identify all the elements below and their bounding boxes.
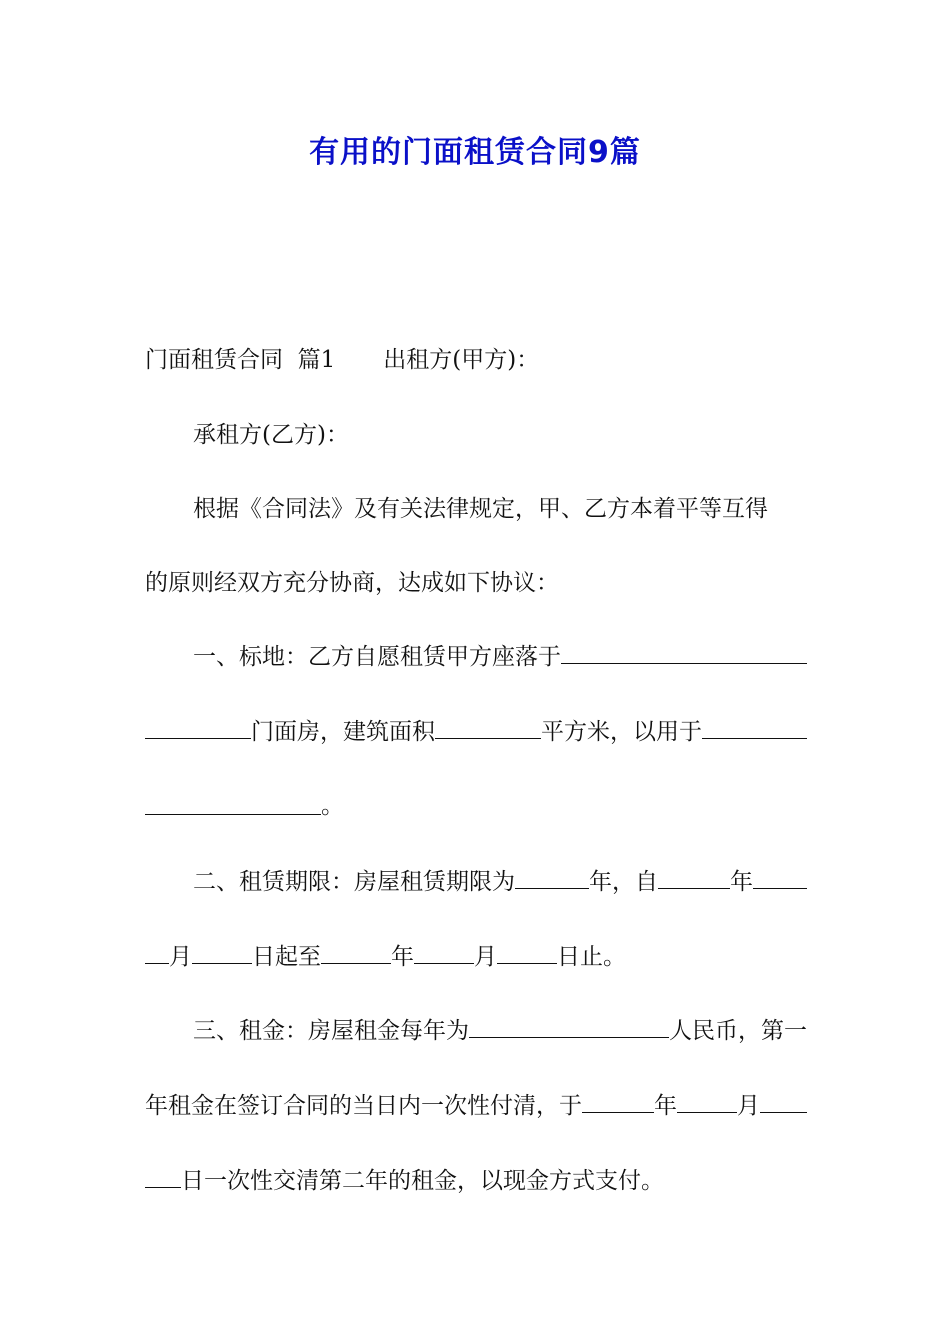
intro-line-2 <box>145 563 807 603</box>
payment-day-blank <box>760 1086 807 1113</box>
location-blank-cont <box>145 712 251 739</box>
purpose-blank-cont <box>145 788 321 815</box>
section-1-text-b: 门面房，建筑面积 <box>251 719 435 745</box>
payment-day-blank-cont <box>145 1161 181 1188</box>
section-3-text-a: 三、租金：房屋租金每年为 <box>193 1018 469 1044</box>
document-title: 有用的门面租赁合同9篇 <box>309 135 641 170</box>
start-year-blank <box>658 862 730 889</box>
rent-amount-blank <box>469 1011 669 1038</box>
intro-line-1 <box>145 489 807 529</box>
section-2-text-a: 二、租赁期限：房屋租赁期限为 <box>193 869 515 895</box>
contract-heading-label: 门面租赁合同 篇1 <box>145 347 336 373</box>
section-2-year3-label: 年 <box>391 944 414 970</box>
section-2-line-2 <box>145 937 807 977</box>
intro-text-2: 的原则经双方充分协商，达成如下协议： <box>145 570 559 596</box>
end-day-blank <box>497 937 557 964</box>
section-2-month2-label: 月 <box>474 944 497 970</box>
section-1-end: 。 <box>321 793 344 819</box>
section-3-line-3 <box>145 1161 807 1201</box>
start-month-blank <box>753 862 807 889</box>
section-2-month-label: 月 <box>169 944 192 970</box>
section-2-line-1 <box>145 862 807 902</box>
end-month-blank <box>414 937 474 964</box>
lessee-line <box>145 415 807 455</box>
section-3-month-label: 月 <box>737 1093 760 1119</box>
section-3-text-d: 日一次性交清第二年的租金，以现金方式支付。 <box>181 1168 664 1194</box>
purpose-blank <box>702 712 807 739</box>
section-3-year-label: 年 <box>654 1093 677 1119</box>
area-blank <box>435 712 541 739</box>
section-1-text-a: 一、标地：乙方自愿租赁甲方座落于 <box>193 644 561 670</box>
section-1-line-1 <box>145 637 807 677</box>
payment-year-blank <box>582 1086 654 1113</box>
lessor-label: 出租方(甲方)： <box>383 347 540 373</box>
section-3-line-1 <box>145 1011 807 1051</box>
payment-month-blank <box>677 1086 737 1113</box>
section-1-text-c: 平方米，以用于 <box>541 719 702 745</box>
start-month-blank-cont <box>145 937 169 964</box>
term-years-blank <box>515 862 589 889</box>
section-2-day-end-label: 日止。 <box>557 944 626 970</box>
location-blank <box>561 637 807 664</box>
section-2-year-label: 年，自 <box>589 869 658 895</box>
section-3-line-2 <box>145 1086 807 1126</box>
section-1-line-3 <box>145 786 807 826</box>
section-1-line-2 <box>145 712 807 752</box>
contract-heading-line <box>145 340 807 380</box>
intro-text-1: 根据《合同法》及有关法律规定，甲、乙方本着平等互得 <box>193 496 768 522</box>
section-2-day-from-label: 日起至 <box>252 944 321 970</box>
end-year-blank <box>321 937 391 964</box>
start-day-blank <box>192 937 252 964</box>
section-3-text-b: 人民币，第一 <box>669 1018 807 1044</box>
lessee-label: 承租方(乙方)： <box>193 422 349 448</box>
section-3-text-c: 年租金在签订合同的当日内一次性付清，于 <box>145 1093 582 1119</box>
section-2-year2-label: 年 <box>730 869 753 895</box>
